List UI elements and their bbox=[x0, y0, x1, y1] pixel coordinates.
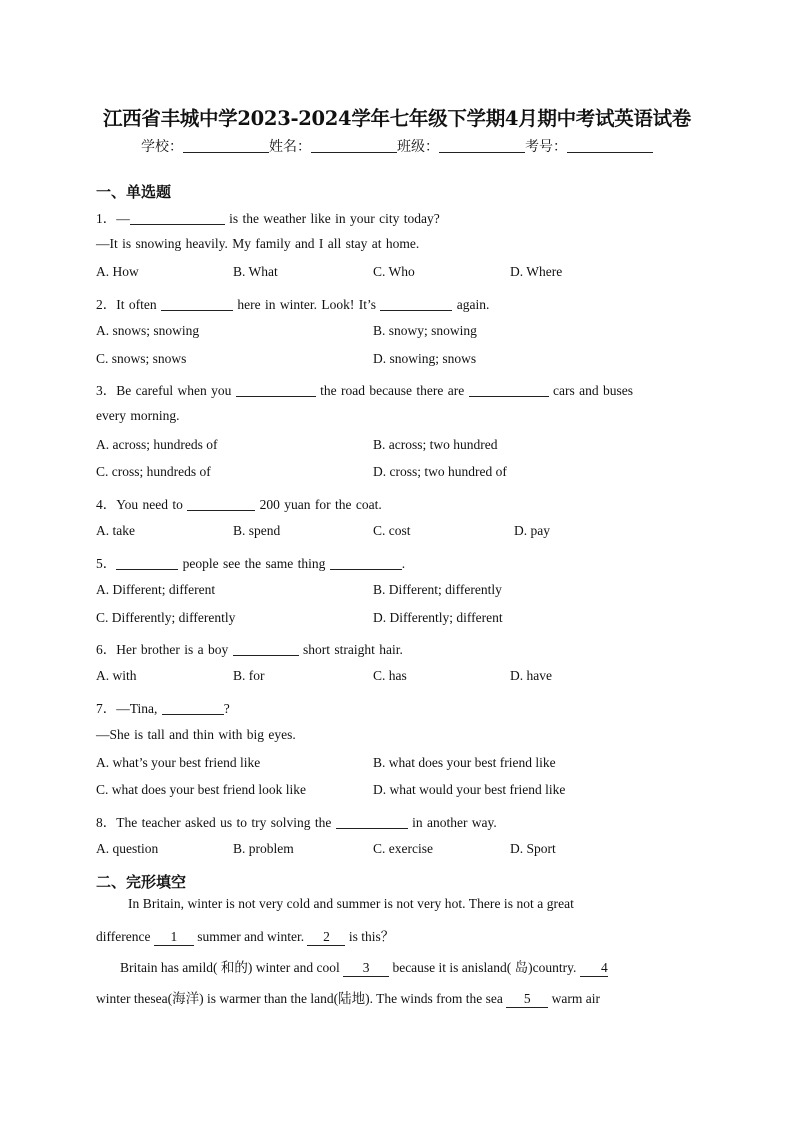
q8-option-b[interactable]: B. problem bbox=[233, 841, 294, 856]
q1-option-d[interactable]: D. Where bbox=[510, 264, 563, 279]
q2-option-d[interactable]: D. snowing; snows bbox=[373, 351, 477, 366]
number-label: 考号： bbox=[525, 139, 567, 155]
q6-option-a[interactable]: A. with bbox=[96, 668, 137, 683]
question-3-suffix: cars and buses bbox=[548, 383, 633, 398]
name-label: 姓名： bbox=[269, 139, 311, 155]
cloze-text: difference bbox=[96, 929, 154, 944]
question-4-prefix: 4．You need to bbox=[96, 497, 188, 512]
student-info-line bbox=[96, 136, 698, 156]
question-4-blank[interactable] bbox=[187, 497, 255, 511]
question-7-blank[interactable] bbox=[162, 701, 224, 715]
cloze-blank-2[interactable]: 2 bbox=[307, 929, 345, 946]
question-3-prefix: 3．Be careful when you bbox=[96, 383, 236, 398]
q8-option-a[interactable]: A. question bbox=[96, 841, 159, 856]
q1-option-b[interactable]: B. What bbox=[233, 264, 278, 279]
cloze-text: Britain has amild( 和的) winter and cool bbox=[120, 960, 344, 975]
question-1-blank[interactable] bbox=[130, 211, 225, 225]
cloze-text: winter thesea(海洋) is warmer than the land(陆地). The winds from the sea bbox=[96, 991, 507, 1006]
cloze-blank-5[interactable]: 5 bbox=[506, 991, 548, 1008]
q5-option-c[interactable]: C. Differently; differently bbox=[96, 610, 236, 625]
q8-option-c[interactable]: C. exercise bbox=[373, 841, 433, 856]
q5-option-d[interactable]: D. Differently; different bbox=[373, 610, 503, 625]
cloze-blank-4[interactable]: 4 bbox=[580, 960, 608, 977]
question-4 bbox=[96, 493, 382, 513]
cloze-text: because it is anisland( 岛)country. bbox=[389, 960, 580, 975]
cloze-text: warm air bbox=[548, 991, 600, 1006]
q2-option-a[interactable]: A. snows; snowing bbox=[96, 323, 200, 338]
q2-option-c[interactable]: C. snows; snows bbox=[96, 351, 187, 366]
question-5-blank-1[interactable] bbox=[116, 556, 178, 570]
cloze-paragraph-1-line-1: In Britain, winter is not very cold and summer is not very hot. There is not a great bbox=[128, 896, 574, 911]
q4-option-d[interactable]: D. pay bbox=[514, 523, 550, 538]
question-5-suffix: . bbox=[401, 556, 406, 571]
question-2-suffix: again. bbox=[452, 297, 490, 312]
cloze-paragraph-1-line-2 bbox=[96, 925, 698, 946]
question-1 bbox=[96, 207, 440, 227]
question-8-suffix: in another way. bbox=[407, 815, 497, 830]
q5-option-b[interactable]: B. Different; differently bbox=[373, 582, 502, 597]
q7-option-c[interactable]: C. what does your best friend look like bbox=[96, 782, 306, 797]
q6-option-b[interactable]: B. for bbox=[233, 668, 265, 683]
cloze-paragraph-2-line-1 bbox=[96, 956, 722, 977]
question-3-blank-2[interactable] bbox=[469, 383, 549, 397]
question-6 bbox=[96, 638, 403, 658]
question-7-answer-line: —She is tall and thin with big eyes. bbox=[96, 727, 296, 742]
question-6-blank[interactable] bbox=[233, 642, 299, 656]
cloze-text: summer and winter. bbox=[193, 929, 308, 944]
q7-option-d[interactable]: D. what would your best friend like bbox=[373, 782, 566, 797]
number-blank[interactable] bbox=[567, 138, 653, 153]
q3-option-c[interactable]: C. cross; hundreds of bbox=[96, 464, 211, 479]
question-6-prefix: 6．Her brother is a boy bbox=[96, 642, 233, 657]
q6-option-c[interactable]: C. has bbox=[373, 668, 407, 683]
question-7-prefix: 7．—Tina, bbox=[96, 701, 162, 716]
question-5 bbox=[96, 552, 405, 572]
school-blank[interactable] bbox=[183, 138, 269, 153]
q4-option-b[interactable]: B. spend bbox=[233, 523, 281, 538]
class-blank[interactable] bbox=[439, 138, 525, 153]
q4-option-a[interactable]: A. take bbox=[96, 523, 135, 538]
q3-option-d[interactable]: D. cross; two hundred of bbox=[373, 464, 507, 479]
question-8 bbox=[96, 811, 497, 831]
question-2-blank-1[interactable] bbox=[161, 297, 233, 311]
q1-option-c[interactable]: C. Who bbox=[373, 264, 415, 279]
name-blank[interactable] bbox=[311, 138, 397, 153]
question-3 bbox=[96, 379, 633, 399]
question-8-prefix: 8．The teacher asked us to try solving the bbox=[96, 815, 336, 830]
question-2-prefix: 2．It often bbox=[96, 297, 161, 312]
class-label: 班级： bbox=[397, 139, 439, 155]
cloze-text: is this？ bbox=[345, 929, 395, 944]
question-2-blank-2[interactable] bbox=[380, 297, 452, 311]
question-5-blank-2[interactable] bbox=[330, 556, 402, 570]
q7-option-a[interactable]: A. what’s your best friend like bbox=[96, 755, 261, 770]
school-label: 学校： bbox=[141, 139, 183, 155]
page-title: 江西省丰城中学2023-2024学年七年级下学期4月期中考试英语试卷 bbox=[102, 107, 691, 130]
question-8-blank[interactable] bbox=[336, 815, 408, 829]
q2-option-b[interactable]: B. snowy; snowing bbox=[373, 323, 477, 338]
question-5-prefix: 5． bbox=[96, 556, 117, 571]
cloze-blank-3[interactable]: 3 bbox=[343, 960, 389, 977]
question-5-mid: people see the same thing bbox=[178, 556, 330, 571]
q1-option-a[interactable]: A. How bbox=[96, 264, 139, 279]
section-heading-single-choice: 一、单选题 bbox=[96, 183, 172, 201]
q3-option-b[interactable]: B. across; two hundred bbox=[373, 437, 498, 452]
cloze-blank-1[interactable]: 1 bbox=[154, 929, 194, 946]
question-1-prefix: 1．— bbox=[96, 211, 130, 226]
question-6-suffix: short straight hair. bbox=[298, 642, 403, 657]
question-2-mid: here in winter. Look! It’s bbox=[233, 297, 381, 312]
question-7 bbox=[96, 697, 230, 717]
q4-option-c[interactable]: C. cost bbox=[373, 523, 411, 538]
q6-option-d[interactable]: D. have bbox=[510, 668, 552, 683]
section-heading-cloze: 二、完形填空 bbox=[96, 873, 187, 891]
question-4-suffix: 200 yuan for the coat. bbox=[255, 497, 382, 512]
q5-option-a[interactable]: A. Different; different bbox=[96, 582, 216, 597]
cloze-paragraph-2-line-2 bbox=[96, 987, 698, 1008]
question-7-suffix: ? bbox=[223, 701, 230, 716]
question-2 bbox=[96, 293, 489, 313]
question-3-blank-1[interactable] bbox=[236, 383, 316, 397]
question-3-mid: the road because there are bbox=[315, 383, 469, 398]
question-3-continued: every morning. bbox=[96, 408, 180, 423]
question-1-suffix: is the weather like in your city today? bbox=[224, 211, 440, 226]
question-1-answer-line: —It is snowing heavily. My family and I all stay at home. bbox=[96, 236, 420, 251]
q7-option-b[interactable]: B. what does your best friend like bbox=[373, 755, 556, 770]
q3-option-a[interactable]: A. across; hundreds of bbox=[96, 437, 218, 452]
q8-option-d[interactable]: D. Sport bbox=[510, 841, 556, 856]
